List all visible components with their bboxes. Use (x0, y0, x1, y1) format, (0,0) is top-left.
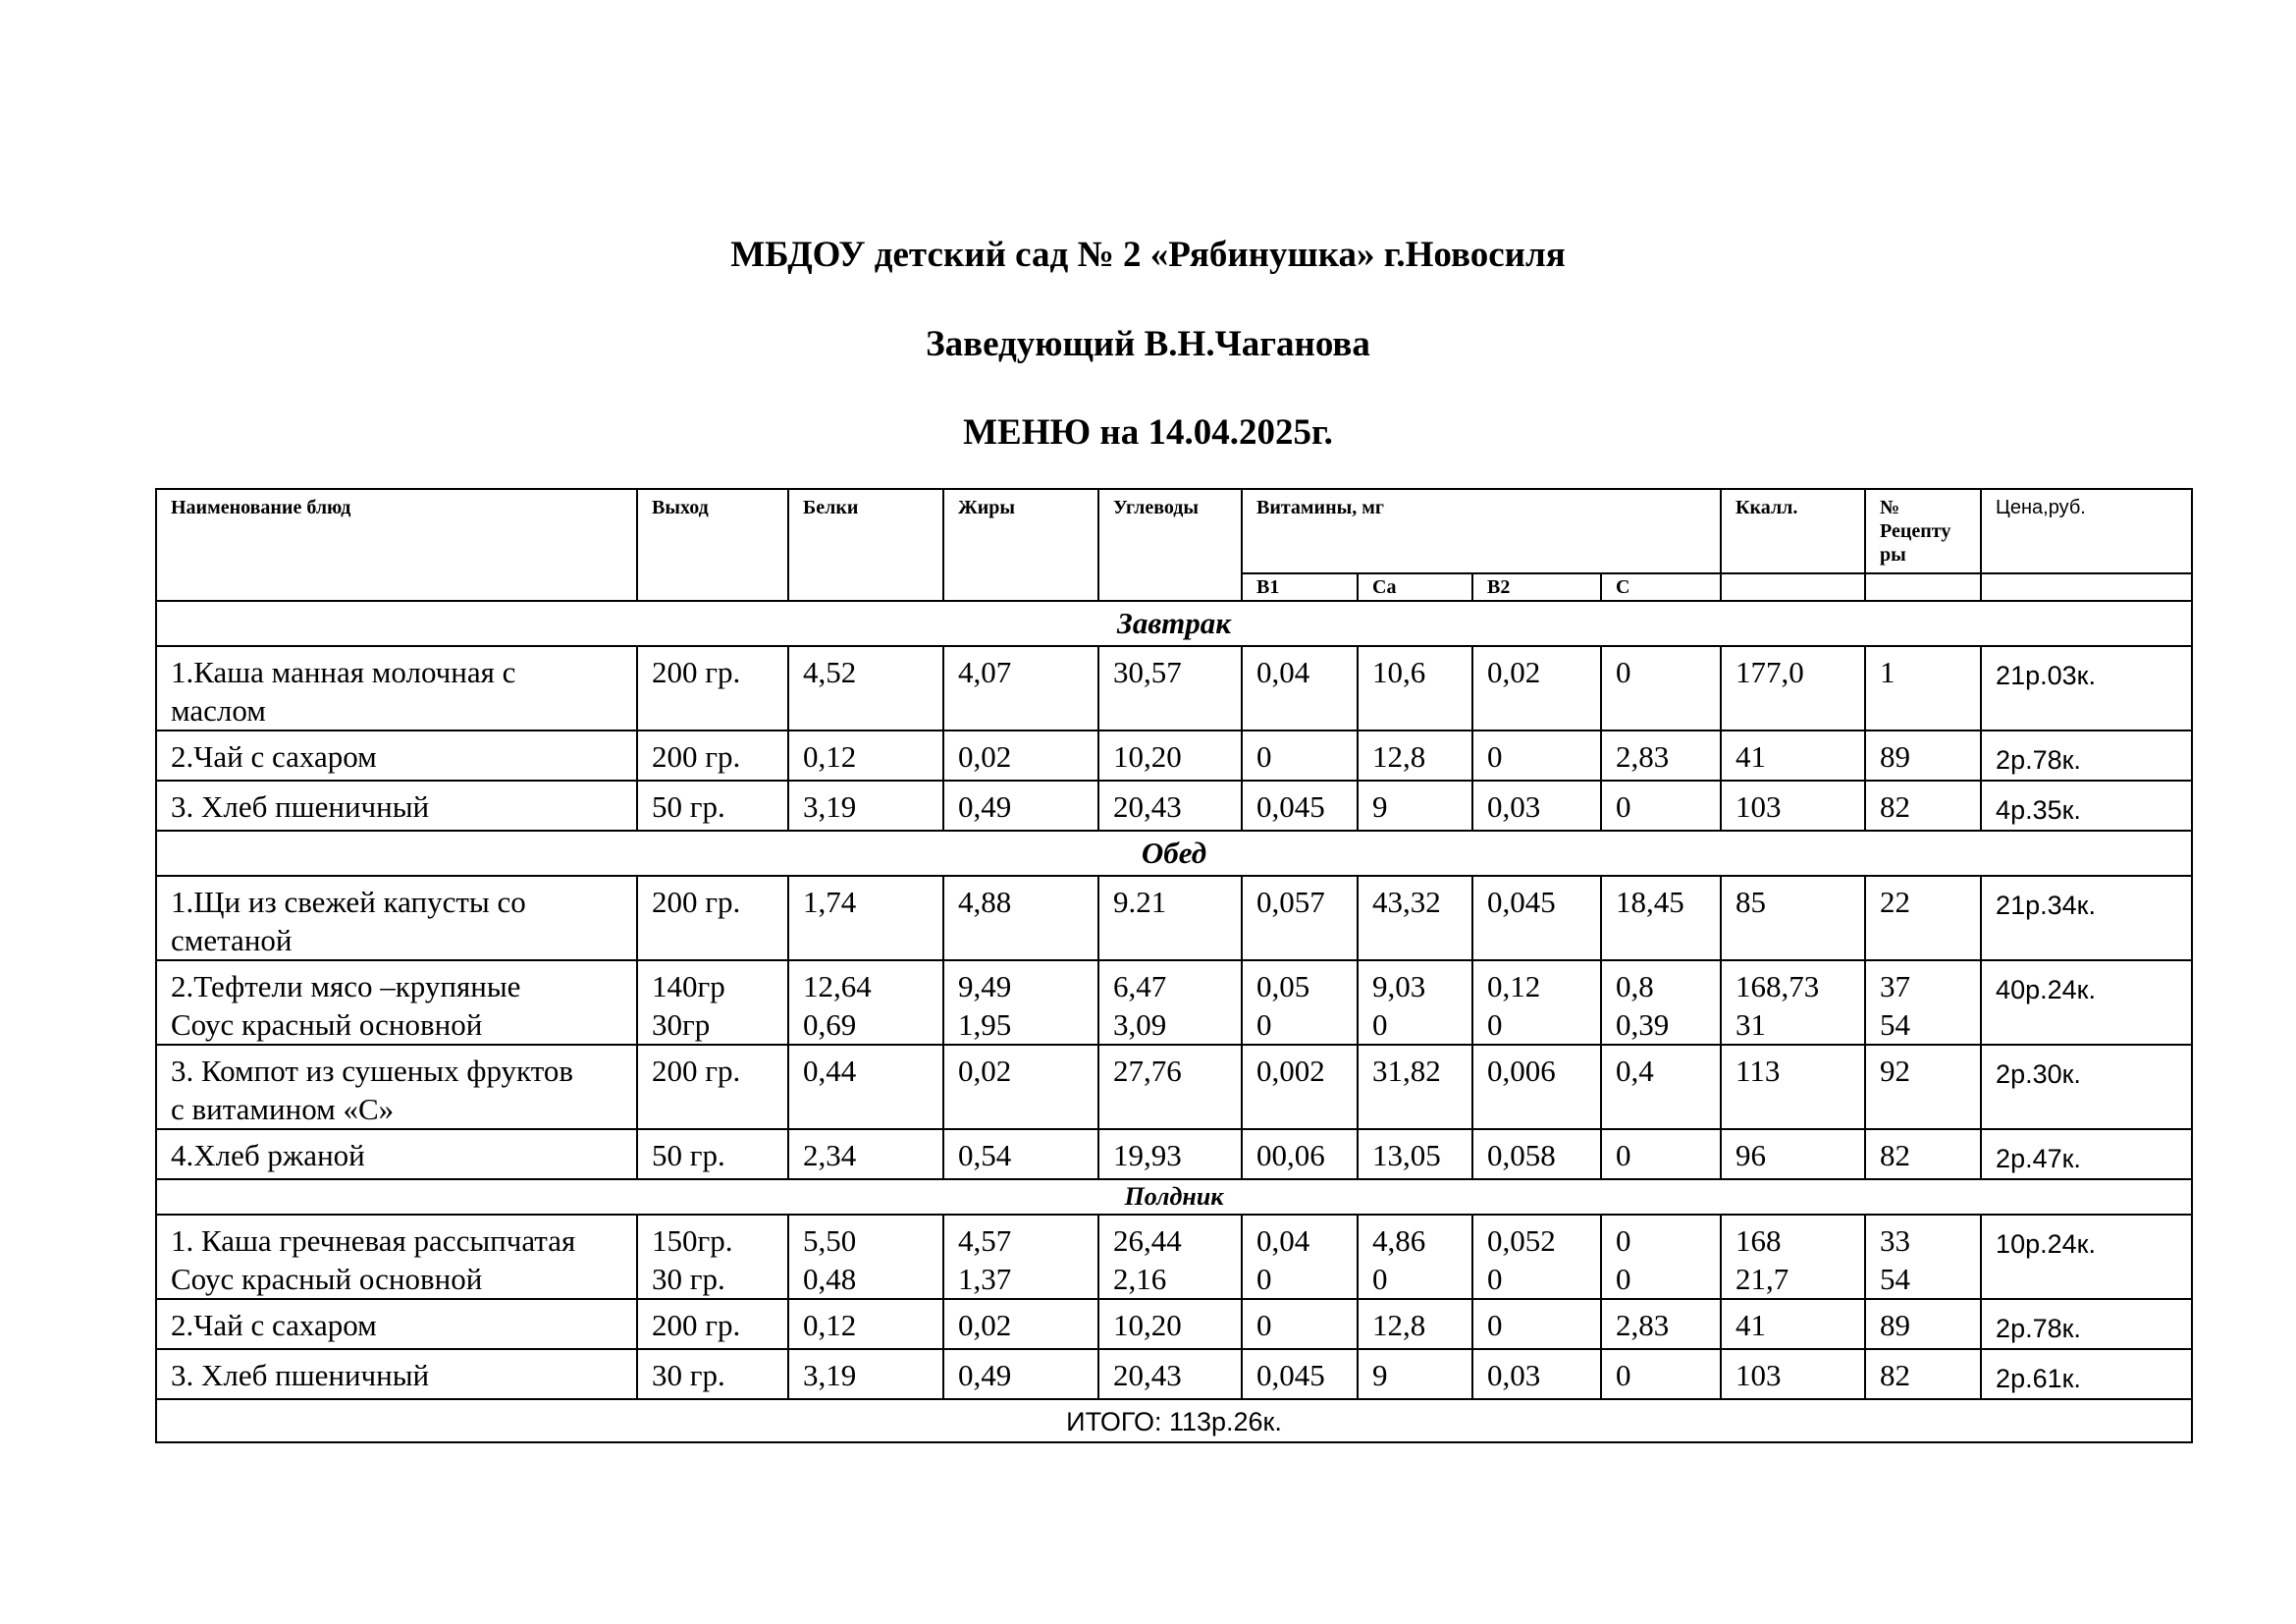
cell-fat-line: 4,07 (958, 655, 1012, 689)
cell-kcal (1721, 1045, 1865, 1129)
cell-recipe-line: 54 (1880, 1262, 1911, 1296)
cell-yield-line: 200 гр. (652, 885, 741, 919)
cell-price: 40р.24к. (1981, 960, 2192, 1045)
cell-carbs-line: 10,20 (1113, 1308, 1182, 1342)
cell-carbs-line: 20,43 (1113, 789, 1182, 824)
cell-ca (1358, 1129, 1472, 1179)
cell-ca-line: 31,82 (1372, 1054, 1441, 1088)
cell-c (1601, 1045, 1721, 1129)
cell-b2 (1472, 1349, 1601, 1399)
cell-yield-line: 200 гр. (652, 739, 741, 774)
cell-yield-line: 200 гр. (652, 655, 741, 689)
cell-kcal (1721, 1349, 1865, 1399)
cell-c (1601, 781, 1721, 831)
cell-c-line: 0 (1616, 1223, 1631, 1258)
cell-protein-line: 0,44 (803, 1054, 857, 1088)
col-header-b2: B2 (1472, 573, 1601, 601)
cell-price: 2р.78к. (1981, 1299, 2192, 1349)
cell-b1 (1242, 1045, 1358, 1129)
cell-b2-line: 0 (1487, 1308, 1503, 1342)
cell-price: 2р.30к. (1981, 1045, 2192, 1129)
cell-b1-line: 0 (1256, 1262, 1272, 1296)
empty-cell (1721, 573, 1865, 601)
cell-ca-line: 43,32 (1372, 885, 1441, 919)
cell-name (156, 781, 637, 831)
cell-b1-line: 0,04 (1256, 1223, 1310, 1258)
cell-yield-line: 200 гр. (652, 1054, 741, 1088)
col-header-carbs: Углеводы (1098, 489, 1242, 601)
dish-row (156, 646, 2192, 731)
cell-name-line: 1.Щи из свежей капусты со (171, 885, 526, 919)
cell-protein (788, 960, 943, 1045)
cell-kcal (1721, 781, 1865, 831)
cell-c-line: 0,39 (1616, 1007, 1670, 1042)
cell-name-line: 2.Чай с сахаром (171, 1308, 377, 1342)
cell-kcal (1721, 1215, 1865, 1299)
cell-recipe (1865, 960, 1981, 1045)
cell-b2 (1472, 646, 1601, 731)
cell-b2 (1472, 876, 1601, 960)
dish-row (156, 781, 2192, 831)
cell-protein-line: 5,50 (803, 1223, 857, 1258)
cell-price: 2р.61к. (1981, 1349, 2192, 1399)
col-header-b1: B1 (1242, 573, 1358, 601)
cell-c-line: 0,8 (1616, 969, 1654, 1003)
cell-recipe (1865, 1299, 1981, 1349)
cell-name (156, 646, 637, 731)
cell-b2 (1472, 1215, 1601, 1299)
cell-name-line: 1. Каша гречневая рассыпчатая (171, 1223, 576, 1258)
cell-protein (788, 1349, 943, 1399)
cell-fat (943, 1129, 1098, 1179)
cell-c (1601, 731, 1721, 781)
cell-fat (943, 1299, 1098, 1349)
cell-fat (943, 1349, 1098, 1399)
cell-fat (943, 646, 1098, 731)
cell-kcal (1721, 1129, 1865, 1179)
cell-c (1601, 960, 1721, 1045)
cell-recipe-line: 22 (1880, 885, 1911, 919)
cell-fat-line: 0,02 (958, 1308, 1012, 1342)
cell-c (1601, 1299, 1721, 1349)
cell-kcal-line: 31 (1735, 1007, 1767, 1042)
cell-protein (788, 1045, 943, 1129)
cell-protein-line: 0,12 (803, 1308, 857, 1342)
cell-c-line: 0 (1616, 1262, 1631, 1296)
cell-kcal (1721, 960, 1865, 1045)
cell-b2 (1472, 1129, 1601, 1179)
cell-fat-line: 0,49 (958, 1358, 1012, 1392)
cell-ca-line: 9,03 (1372, 969, 1426, 1003)
cell-protein-line: 3,19 (803, 789, 857, 824)
cell-c-line: 0 (1616, 1358, 1631, 1392)
cell-ca-line: 12,8 (1372, 1308, 1426, 1342)
cell-protein (788, 731, 943, 781)
cell-ca (1358, 960, 1472, 1045)
cell-b2-line: 0,045 (1487, 885, 1556, 919)
cell-ca (1358, 1299, 1472, 1349)
cell-b2-line: 0,02 (1487, 655, 1541, 689)
cell-carbs-line: 6,47 (1113, 969, 1167, 1003)
col-header-protein: Белки (788, 489, 943, 601)
cell-b1 (1242, 731, 1358, 781)
menu-table (155, 488, 2193, 1443)
cell-fat-line: 0,02 (958, 739, 1012, 774)
cell-b2 (1472, 1299, 1601, 1349)
cell-recipe-line: 37 (1880, 969, 1911, 1003)
cell-name (156, 731, 637, 781)
cell-protein-line: 4,52 (803, 655, 857, 689)
menu-title: МЕНЮ на 14.04.2025г. (963, 412, 1333, 453)
cell-carbs (1098, 1299, 1242, 1349)
cell-carbs-line: 9.21 (1113, 885, 1167, 919)
cell-ca (1358, 876, 1472, 960)
dish-row (156, 1215, 2192, 1299)
cell-ca-line: 9 (1372, 789, 1388, 824)
cell-b1 (1242, 1215, 1358, 1299)
cell-name (156, 1349, 637, 1399)
cell-name-line: 1.Каша манная молочная с (171, 655, 516, 689)
cell-recipe-line: 1 (1880, 655, 1896, 689)
cell-protein-line: 0,69 (803, 1007, 857, 1042)
cell-protein (788, 1299, 943, 1349)
cell-recipe (1865, 1129, 1981, 1179)
dish-row (156, 1045, 2192, 1129)
cell-yield-line: 50 гр. (652, 1138, 725, 1172)
cell-b1-line: 0,057 (1256, 885, 1325, 919)
col-header-fat: Жиры (943, 489, 1098, 601)
cell-recipe (1865, 1215, 1981, 1299)
cell-fat-line: 0,54 (958, 1138, 1012, 1172)
cell-name-line: 4.Хлеб ржаной (171, 1138, 365, 1172)
cell-c (1601, 1349, 1721, 1399)
cell-carbs (1098, 876, 1242, 960)
cell-b1 (1242, 1349, 1358, 1399)
cell-name-line: 2.Чай с сахаром (171, 739, 377, 774)
cell-c (1601, 1129, 1721, 1179)
cell-b1 (1242, 876, 1358, 960)
cell-c-line: 2,83 (1616, 739, 1670, 774)
cell-protein (788, 1129, 943, 1179)
cell-b1-line: 0 (1256, 739, 1272, 774)
cell-yield (637, 781, 788, 831)
cell-ca (1358, 1045, 1472, 1129)
cell-yield (637, 1215, 788, 1299)
cell-yield-line: 200 гр. (652, 1308, 741, 1342)
cell-b2-line: 0 (1487, 1262, 1503, 1296)
cell-recipe (1865, 781, 1981, 831)
cell-name-line: Соус красный основной (171, 1007, 483, 1042)
section-row (156, 831, 2192, 876)
section-row (156, 1179, 2192, 1215)
cell-fat-line: 4,57 (958, 1223, 1012, 1258)
cell-name-line: 3. Компот из сушеных фруктов (171, 1054, 573, 1088)
cell-fat-line: 1,37 (958, 1262, 1012, 1296)
col-header-yield: Выход (637, 489, 788, 601)
section-title: Полдник (156, 1179, 2192, 1215)
cell-ca (1358, 1215, 1472, 1299)
cell-carbs (1098, 960, 1242, 1045)
cell-kcal-line: 168,73 (1735, 969, 1820, 1003)
cell-name-line: с витамином «С» (171, 1092, 395, 1126)
cell-b1-line: 0 (1256, 1308, 1272, 1342)
cell-name (156, 1215, 637, 1299)
cell-carbs (1098, 1129, 1242, 1179)
cell-carbs-line: 20,43 (1113, 1358, 1182, 1392)
cell-c-line: 0 (1616, 1138, 1631, 1172)
cell-price: 2р.47к. (1981, 1129, 2192, 1179)
cell-yield-line: 30гр (652, 1007, 711, 1042)
cell-price: 21р.34к. (1981, 876, 2192, 960)
cell-name-line: 3. Хлеб пшеничный (171, 789, 430, 824)
cell-kcal-line: 41 (1735, 1308, 1767, 1342)
header-row (156, 489, 2192, 573)
manager-line: Заведующий В.Н.Чаганова (926, 324, 1370, 364)
cell-name (156, 960, 637, 1045)
cell-fat-line: 4,88 (958, 885, 1012, 919)
cell-name-line: маслом (171, 693, 266, 728)
cell-ca (1358, 646, 1472, 731)
cell-b1 (1242, 781, 1358, 831)
cell-name (156, 1299, 637, 1349)
cell-carbs-line: 30,57 (1113, 655, 1182, 689)
cell-yield-line: 50 гр. (652, 789, 725, 824)
cell-name (156, 1129, 637, 1179)
cell-carbs (1098, 1045, 1242, 1129)
cell-yield (637, 876, 788, 960)
cell-ca-line: 9 (1372, 1358, 1388, 1392)
cell-kcal (1721, 1299, 1865, 1349)
cell-protein (788, 1215, 943, 1299)
cell-b1-line: 0,05 (1256, 969, 1310, 1003)
cell-fat (943, 1215, 1098, 1299)
cell-recipe (1865, 1349, 1981, 1399)
cell-b1-line: 0,002 (1256, 1054, 1325, 1088)
cell-protein-line: 2,34 (803, 1138, 857, 1172)
col-header-c: C (1601, 573, 1721, 601)
col-header-kcal: Ккалл. (1721, 489, 1865, 573)
cell-recipe-line: 92 (1880, 1054, 1911, 1088)
cell-b1 (1242, 646, 1358, 731)
cell-ca (1358, 731, 1472, 781)
cell-protein-line: 12,64 (803, 969, 872, 1003)
cell-b1 (1242, 960, 1358, 1045)
cell-carbs-line: 10,20 (1113, 739, 1182, 774)
cell-b2-line: 0 (1487, 739, 1503, 774)
cell-recipe-line: 33 (1880, 1223, 1911, 1258)
cell-fat (943, 781, 1098, 831)
cell-fat-line: 9,49 (958, 969, 1012, 1003)
cell-yield (637, 731, 788, 781)
dish-row (156, 1299, 2192, 1349)
cell-carbs-line: 3,09 (1113, 1007, 1167, 1042)
cell-fat-line: 1,95 (958, 1007, 1012, 1042)
cell-yield (637, 1299, 788, 1349)
cell-yield-line: 140гр (652, 969, 725, 1003)
cell-name (156, 1045, 637, 1129)
cell-kcal-line: 168 (1735, 1223, 1782, 1258)
cell-b1-line: 0,045 (1256, 1358, 1325, 1392)
cell-kcal-line: 113 (1735, 1054, 1781, 1088)
cell-protein-line: 3,19 (803, 1358, 857, 1392)
cell-ca-line: 0 (1372, 1262, 1388, 1296)
cell-b2-line: 0,058 (1487, 1138, 1556, 1172)
cell-yield-line: 30 гр. (652, 1262, 725, 1296)
cell-recipe (1865, 731, 1981, 781)
dish-row (156, 1349, 2192, 1399)
col-header-ca: Ca (1358, 573, 1472, 601)
cell-price: 4р.35к. (1981, 781, 2192, 831)
cell-kcal (1721, 646, 1865, 731)
col-header-recipe: № Рецепту ры (1865, 489, 1981, 573)
cell-b2 (1472, 960, 1601, 1045)
cell-name-line: 2.Тефтели мясо –крупяные (171, 969, 521, 1003)
cell-b1-line: 0,045 (1256, 789, 1325, 824)
cell-ca (1358, 1349, 1472, 1399)
cell-carbs (1098, 731, 1242, 781)
cell-b1-line: 0,04 (1256, 655, 1310, 689)
cell-b2-line: 0,052 (1487, 1223, 1556, 1258)
cell-b2 (1472, 781, 1601, 831)
cell-name-line: Соус красный основной (171, 1262, 483, 1296)
cell-b2 (1472, 731, 1601, 781)
cell-kcal-line: 96 (1735, 1138, 1767, 1172)
cell-ca-line: 0 (1372, 1007, 1388, 1042)
cell-b2-line: 0 (1487, 1007, 1503, 1042)
dish-row (156, 960, 2192, 1045)
cell-carbs-line: 27,76 (1113, 1054, 1182, 1088)
cell-yield (637, 646, 788, 731)
cell-price: 21р.03к. (1981, 646, 2192, 731)
dish-row (156, 1129, 2192, 1179)
cell-recipe-line: 82 (1880, 789, 1911, 824)
col-header-vitamins: Витамины, мг (1242, 489, 1721, 573)
cell-ca-line: 4,86 (1372, 1223, 1426, 1258)
cell-b1-line: 0 (1256, 1007, 1272, 1042)
cell-recipe-line: 82 (1880, 1358, 1911, 1392)
cell-fat (943, 876, 1098, 960)
cell-carbs-line: 2,16 (1113, 1262, 1167, 1296)
cell-fat-line: 0,49 (958, 789, 1012, 824)
cell-name (156, 876, 637, 960)
cell-ca-line: 10,6 (1372, 655, 1426, 689)
col-header-price: Цена,руб. (1981, 489, 2192, 573)
cell-recipe (1865, 876, 1981, 960)
cell-name-line: 3. Хлеб пшеничный (171, 1358, 430, 1392)
cell-carbs (1098, 781, 1242, 831)
cell-yield (637, 1349, 788, 1399)
cell-c-line: 18,45 (1616, 885, 1684, 919)
cell-c-line: 0 (1616, 655, 1631, 689)
cell-recipe-line: 89 (1880, 1308, 1911, 1342)
cell-c (1601, 1215, 1721, 1299)
empty-cell (1981, 573, 2192, 601)
section-title: Завтрак (156, 601, 2192, 646)
cell-protein (788, 876, 943, 960)
cell-fat (943, 960, 1098, 1045)
cell-yield-line: 30 гр. (652, 1358, 725, 1392)
cell-protein-line: 0,12 (803, 739, 857, 774)
cell-recipe (1865, 646, 1981, 731)
cell-b2-line: 0,006 (1487, 1054, 1556, 1088)
cell-protein (788, 781, 943, 831)
cell-carbs (1098, 1349, 1242, 1399)
cell-fat (943, 731, 1098, 781)
cell-protein-line: 1,74 (803, 885, 857, 919)
cell-carbs (1098, 646, 1242, 731)
cell-ca-line: 12,8 (1372, 739, 1426, 774)
cell-price: 2р.78к. (1981, 731, 2192, 781)
total-value: ИТОГО: 113р.26к. (156, 1399, 2192, 1442)
cell-b1 (1242, 1299, 1358, 1349)
cell-kcal (1721, 731, 1865, 781)
cell-c (1601, 646, 1721, 731)
cell-kcal-line: 85 (1735, 885, 1767, 919)
cell-protein-line: 0,48 (803, 1262, 857, 1296)
cell-price: 10р.24к. (1981, 1215, 2192, 1299)
cell-kcal-line: 103 (1735, 789, 1782, 824)
cell-yield-line: 150гр. (652, 1223, 733, 1258)
organization-title: МБДОУ детский сад № 2 «Рябинушка» г.Новосиля (730, 235, 1566, 275)
cell-c-line: 0,4 (1616, 1054, 1654, 1088)
cell-b2-line: 0,12 (1487, 969, 1541, 1003)
cell-yield (637, 960, 788, 1045)
cell-kcal-line: 21,7 (1735, 1262, 1789, 1296)
cell-kcal-line: 177,0 (1735, 655, 1804, 689)
cell-ca-line: 13,05 (1372, 1138, 1441, 1172)
cell-b2 (1472, 1045, 1601, 1129)
cell-carbs-line: 26,44 (1113, 1223, 1182, 1258)
cell-recipe-line: 82 (1880, 1138, 1911, 1172)
col-header-name: Наименование блюд (156, 489, 637, 601)
section-title: Обед (156, 831, 2192, 876)
cell-recipe-line: 89 (1880, 739, 1911, 774)
empty-cell (1865, 573, 1981, 601)
cell-b1-line: 00,06 (1256, 1138, 1325, 1172)
cell-ca (1358, 781, 1472, 831)
cell-fat-line: 0,02 (958, 1054, 1012, 1088)
dish-row (156, 876, 2192, 960)
cell-recipe (1865, 1045, 1981, 1129)
cell-yield (637, 1045, 788, 1129)
cell-kcal-line: 41 (1735, 739, 1767, 774)
cell-kcal (1721, 876, 1865, 960)
cell-kcal-line: 103 (1735, 1358, 1782, 1392)
cell-carbs-line: 19,93 (1113, 1138, 1182, 1172)
cell-protein (788, 646, 943, 731)
cell-recipe-line: 54 (1880, 1007, 1911, 1042)
cell-b2-line: 0,03 (1487, 789, 1541, 824)
cell-b1 (1242, 1129, 1358, 1179)
cell-carbs (1098, 1215, 1242, 1299)
cell-name-line: сметаной (171, 923, 293, 957)
dish-row (156, 731, 2192, 781)
cell-c-line: 0 (1616, 789, 1631, 824)
section-row (156, 601, 2192, 646)
cell-b2-line: 0,03 (1487, 1358, 1541, 1392)
cell-c (1601, 876, 1721, 960)
cell-fat (943, 1045, 1098, 1129)
cell-yield (637, 1129, 788, 1179)
cell-c-line: 2,83 (1616, 1308, 1670, 1342)
total-row (156, 1399, 2192, 1442)
